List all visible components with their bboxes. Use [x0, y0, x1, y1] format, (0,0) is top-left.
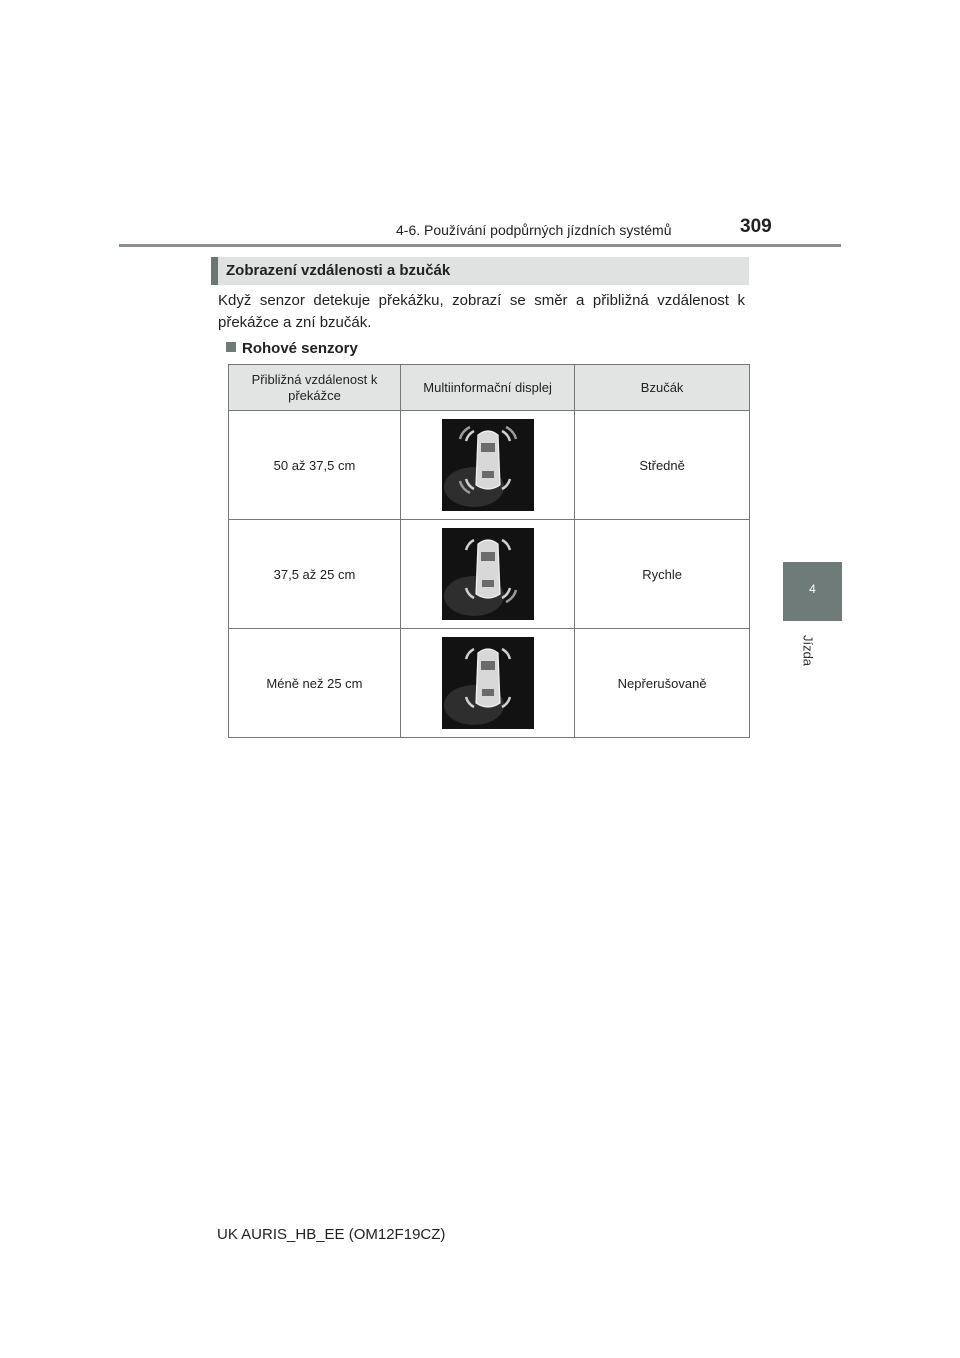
buzzer-cell: Středně: [575, 411, 750, 520]
chapter-title: 4-6. Používání podpůrných jízdních systémů: [396, 222, 672, 238]
square-bullet-icon: [226, 342, 236, 352]
display-cell: [400, 629, 574, 738]
parking-sensor-display-icon: [442, 528, 534, 620]
footer-model-code: UK AURIS_HB_EE (OM12F19CZ): [217, 1226, 446, 1243]
chapter-tab-label: Jízda: [800, 634, 816, 667]
subheading: [226, 340, 358, 357]
distance-cell: Méně než 25 cm: [229, 629, 401, 738]
display-cell: [400, 411, 574, 520]
section-heading-bar: [211, 257, 218, 285]
section-heading: [211, 257, 749, 285]
section-heading-text: Zobrazení vzdálenosti a bzučák: [226, 262, 451, 279]
table-row: [229, 520, 750, 629]
table-header-row: [229, 365, 750, 411]
parking-sensor-display-icon: [442, 419, 534, 511]
subheading-text: Rohové senzory: [242, 340, 358, 357]
column-header-buzzer: Bzučák: [575, 365, 750, 411]
distance-cell: 37,5 až 25 cm: [229, 520, 401, 629]
header-divider: [119, 244, 841, 247]
display-cell: [400, 520, 574, 629]
chapter-tab: [783, 562, 842, 621]
table-row: [229, 629, 750, 738]
distance-cell: 50 až 37,5 cm: [229, 411, 401, 520]
buzzer-cell: Nepřerušovaně: [575, 629, 750, 738]
table-row: [229, 411, 750, 520]
column-header-display: Multiinformační displej: [400, 365, 574, 411]
chapter-tab-number: 4: [809, 582, 816, 596]
intro-paragraph: Když senzor detekuje překážku, zobrazí se směr a přibližná vzdálenost k překážce a zní bzučák.: [218, 292, 745, 331]
sensor-table: [228, 364, 750, 738]
parking-sensor-display-icon: [442, 637, 534, 729]
column-header-distance: Přibližná vzdálenost k překážce: [229, 365, 401, 411]
buzzer-cell: Rychle: [575, 520, 750, 629]
page-number: 309: [740, 216, 772, 237]
chapter-tab-label-wrap: [800, 631, 816, 671]
